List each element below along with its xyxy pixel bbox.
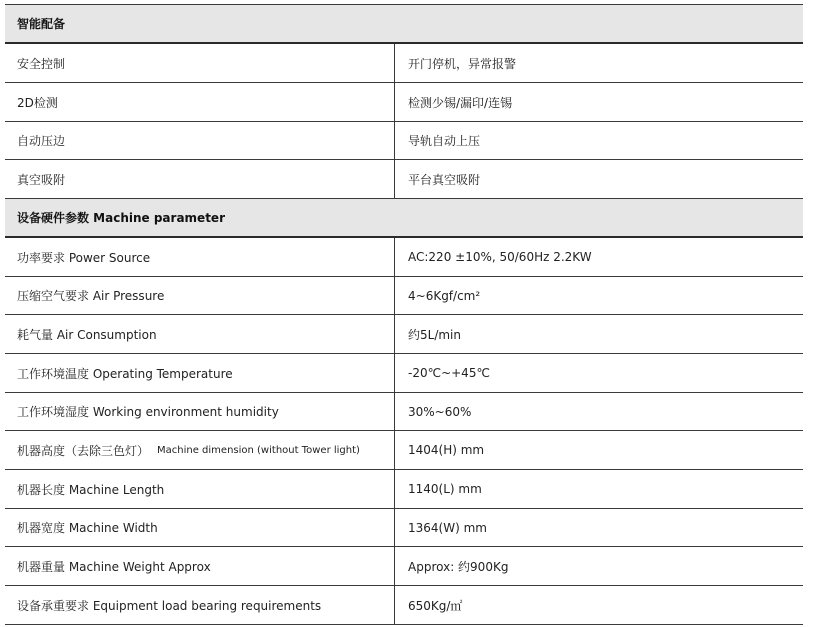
row-label: 安全控制 — [17, 56, 66, 71]
column-divider — [394, 470, 395, 508]
table-row — [5, 83, 803, 122]
table-row — [5, 509, 803, 547]
row-label-en: Machine dimension (without Tower light) — [157, 444, 360, 456]
row-label: 功率要求 Power Source — [17, 250, 151, 265]
table-row — [5, 122, 803, 160]
column-divider — [394, 238, 395, 276]
column-divider — [394, 315, 395, 353]
row-label: 压缩空气要求 Air Pressure — [17, 289, 165, 303]
column-divider — [394, 277, 395, 314]
column-divider — [394, 83, 395, 121]
row-value: AC:220 ±10%, 50/60Hz 2.2KW — [408, 250, 592, 264]
row-value: 1364(W) mm — [408, 520, 487, 535]
row-label: 2D检测 — [17, 95, 58, 110]
row-value: 开门停机，异常报警 — [408, 56, 517, 71]
table-row — [5, 431, 803, 470]
row-label: 机器长度 Machine Length — [17, 482, 165, 497]
row-label: 自动压边 — [17, 134, 66, 148]
table-row — [5, 315, 803, 354]
row-value: 1404(H) mm — [408, 443, 485, 457]
table-row — [5, 470, 803, 509]
row-value: 650Kg/㎡ — [408, 598, 463, 613]
table-row — [5, 238, 803, 277]
column-divider — [394, 44, 395, 82]
table-row — [5, 393, 803, 431]
row-value: 4~6Kgf/cm² — [408, 288, 481, 303]
row-label: 机器重量 Machine Weight Approx — [17, 559, 211, 574]
row-label-cn: 机器高度（去除三色灯） — [17, 443, 150, 458]
column-divider — [394, 160, 395, 198]
section-header-smart-features — [5, 4, 803, 44]
column-divider — [394, 509, 395, 546]
row-label — [17, 431, 392, 469]
row-label: 耗气量 Air Consumption — [17, 327, 157, 342]
row-value: 30%~60% — [408, 404, 472, 419]
column-divider — [394, 586, 395, 624]
table-row — [5, 44, 803, 83]
row-label: 真空吸附 — [17, 172, 66, 187]
table-row — [5, 547, 803, 586]
table-row — [5, 277, 803, 315]
row-label: 设备承重要求 Equipment load bearing requirements — [17, 598, 322, 613]
row-value: 平台真空吸附 — [408, 172, 481, 187]
column-divider — [394, 122, 395, 159]
column-divider — [394, 393, 395, 430]
column-divider — [394, 547, 395, 585]
row-label: 工作环境温度 Operating Temperature — [17, 366, 233, 381]
row-value: 约5L/min — [408, 327, 461, 342]
row-label: 机器宽度 Machine Width — [17, 521, 158, 535]
column-divider — [394, 354, 395, 392]
row-value: 检测少锡/漏印/连锡 — [408, 95, 513, 110]
table-row — [5, 354, 803, 393]
row-value: 1140(L) mm — [408, 482, 482, 496]
column-divider — [394, 431, 395, 469]
table-row — [5, 160, 803, 199]
section-title: 智能配备 — [17, 17, 66, 31]
table-row — [5, 586, 803, 625]
row-label: 工作环境湿度 Working environment humidity — [17, 405, 279, 419]
row-value: -20℃~+45℃ — [408, 366, 490, 380]
section-header-machine-parameter — [5, 199, 803, 238]
section-title: 设备硬件参数 Machine parameter — [17, 211, 225, 225]
row-value: 导轨自动上压 — [408, 134, 481, 148]
spec-table — [5, 4, 803, 625]
row-value: Approx: 约900Kg — [408, 559, 509, 574]
